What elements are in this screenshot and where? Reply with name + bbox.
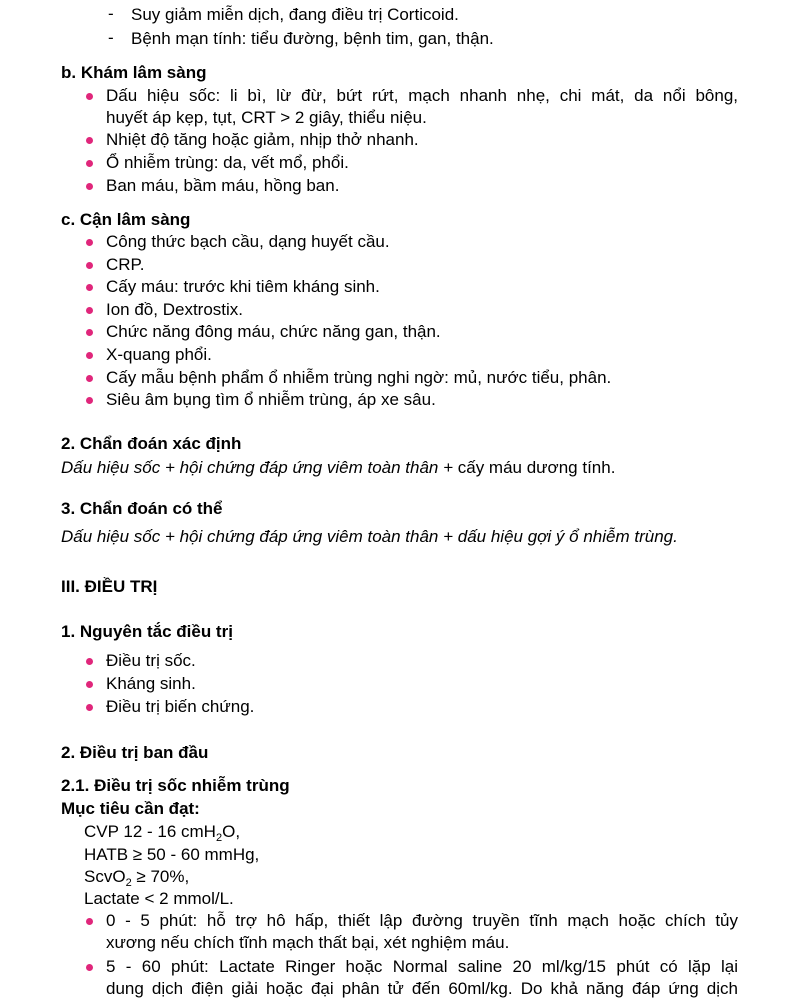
targets-heading: Mục tiêu cần đạt:: [61, 799, 200, 818]
shock-treatment-heading: 2.1. Điều trị sốc nhiễm trùng: [61, 776, 290, 795]
bullet-icon: [86, 658, 93, 665]
bullet-icon: [86, 284, 93, 291]
bullet-icon: [86, 183, 93, 190]
target-lactate: Lactate < 2 mmol/L.: [84, 889, 234, 908]
risk-factor-item: Suy giảm miễn dịch, đang điều trị Corticoid.: [131, 5, 459, 24]
paraclinical-item: Cấy máu: trước khi tiêm kháng sinh.: [106, 277, 380, 296]
treatment-step: 0 - 5 phút: hỗ trợ hô hấp, thiết lập đường truyền tĩnh mạch hoặc chích tủy: [106, 911, 738, 930]
bullet-icon: [86, 93, 93, 100]
target-cvp-suffix: O,: [222, 822, 241, 841]
target-scvo2-main: ScvO: [84, 867, 126, 886]
paraclinical-item: Siêu âm bụng tìm ổ nhiễm trùng, áp xe sâu.: [106, 390, 436, 409]
bullet-icon: [86, 307, 93, 314]
clinical-item: Ban máu, bầm máu, hồng ban.: [106, 176, 340, 195]
bullet-icon: [86, 681, 93, 688]
bullet-icon: [86, 137, 93, 144]
paraclinical-item: X-quang phổi.: [106, 345, 212, 364]
bullet-icon: [86, 329, 93, 336]
risk-factor-item: Bệnh mạn tính: tiểu đường, bệnh tim, gan, thận.: [131, 29, 494, 48]
initial-treatment-heading: 2. Điều trị ban đầu: [61, 743, 209, 762]
definite-dx-italic: Dấu hiệu sốc + hội chứng đáp ứng viêm toàn thân +: [61, 458, 454, 477]
paraclinical-item: Chức năng đông máu, chức năng gan, thận.: [106, 322, 441, 341]
possible-dx-text: Dấu hiệu sốc + hội chứng đáp ứng viêm toàn thân + dấu hiệu gợi ý ổ nhiễm trùng.: [61, 527, 678, 546]
dash-marker: -: [108, 4, 114, 23]
target-cvp-subscript: 2: [215, 832, 223, 844]
treatment-heading: III. ĐIỀU TRỊ: [61, 577, 158, 596]
clinical-item: Ổ nhiễm trùng: da, vết mổ, phổi.: [106, 153, 349, 172]
paraclinical-item: Cấy mẫu bệnh phẩm ổ nhiễm trùng nghi ngờ: mủ, nước tiểu, phân.: [106, 368, 612, 387]
treatment-step-continued: xương nếu chích tĩnh mạch thất bại, xét nghiệm máu.: [106, 933, 510, 952]
principles-heading: 1. Nguyên tắc điều trị: [61, 622, 233, 641]
definite-dx-heading: 2. Chẩn đoán xác định: [61, 434, 242, 453]
clinical-heading: b. Khám lâm sàng: [61, 63, 207, 82]
target-cvp: [84, 821, 240, 843]
paraclinical-heading: c. Cận lâm sàng: [61, 210, 191, 229]
possible-dx-heading: 3. Chẩn đoán có thể: [61, 499, 223, 518]
target-scvo2-subscript: 2: [125, 877, 132, 889]
bullet-icon: [86, 375, 93, 382]
target-cvp-main: CVP 12 - 16 cmH: [84, 822, 216, 841]
clinical-item: Nhiệt độ tăng hoặc giảm, nhịp thở nhanh.: [106, 130, 419, 149]
bullet-icon: [86, 352, 93, 359]
bullet-icon: [86, 704, 93, 711]
bullet-icon: [86, 262, 93, 269]
target-hatb: HATB ≥ 50 - 60 mmHg,: [84, 845, 260, 864]
dash-marker: -: [108, 28, 114, 47]
target-scvo2-suffix: ≥ 70%,: [131, 867, 190, 886]
bullet-icon: [86, 239, 93, 246]
bullet-icon: [86, 964, 93, 971]
principle-item: Điều trị sốc.: [106, 651, 196, 670]
paraclinical-item: CRP.: [106, 255, 145, 274]
treatment-step: 5 - 60 phút: Lactate Ringer hoặc Normal saline 20 ml/kg/15 phút có lặp lại: [106, 957, 738, 976]
paraclinical-item: Công thức bạch cầu, dạng huyết cầu.: [106, 232, 390, 251]
clinical-item: Dấu hiệu sốc: li bì, lừ đừ, bứt rứt, mạch nhanh nhẹ, chi mát, da nổi bông,: [106, 86, 738, 105]
principle-item: Kháng sinh.: [106, 674, 196, 693]
treatment-step-continued: dung dịch điện giải hoặc đại phân tử đến 60ml/kg. Do khả năng đáp ứng dịch: [106, 979, 738, 998]
target-scvo2: [84, 866, 189, 888]
principle-item: Điều trị biến chứng.: [106, 697, 255, 716]
bullet-icon: [86, 397, 93, 404]
clinical-item-continued: huyết áp kẹp, tụt, CRT > 2 giây, thiểu niệu.: [106, 108, 427, 127]
bullet-icon: [86, 160, 93, 167]
paraclinical-item: Ion đồ, Dextrostix.: [106, 300, 244, 319]
definite-dx-text: [61, 457, 615, 479]
definite-dx-normal: cấy máu dương tính.: [453, 458, 616, 477]
bullet-icon: [86, 918, 93, 925]
